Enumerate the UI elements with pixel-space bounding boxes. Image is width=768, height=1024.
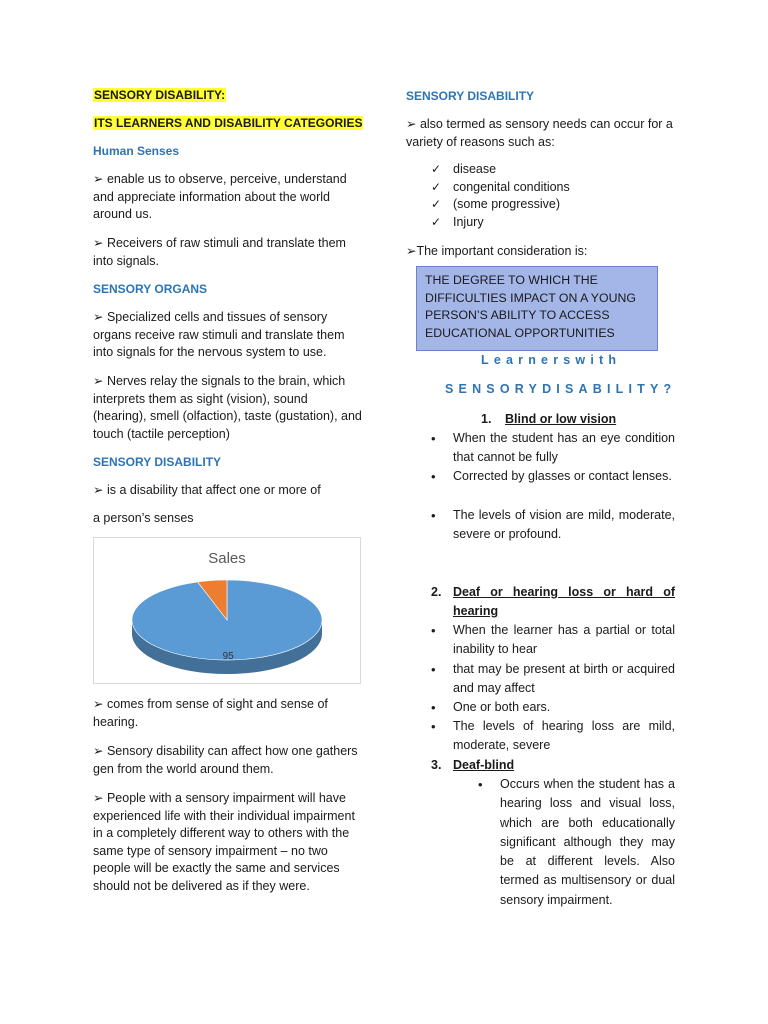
- check-icon: ✓: [431, 179, 442, 194]
- category-2-title: Deaf or hearing loss or hard of hearing: [453, 585, 675, 618]
- category-1-title: Blind or low vision: [505, 412, 617, 426]
- pie-chart-svg: [94, 538, 360, 683]
- checklist-item: ✓ (some progressive): [431, 196, 570, 214]
- checklist-item: ✓ congenital conditions: [431, 179, 570, 197]
- paragraph-sensory-disability-3: ➢ comes from sense of sight and sense of hearing.: [93, 697, 328, 729]
- category-2-bullet: • that may be present at birth or acquired and may affect: [431, 662, 675, 696]
- heading-sensory-disability-left: SENSORY DISABILITY: [93, 455, 222, 469]
- check-icon: ✓: [431, 197, 442, 211]
- paragraph-reasons: ➢ also termed as sensory needs can occur for a variety of reasons such as:: [406, 117, 673, 149]
- category-1-bullet: • The levels of vision are mild, moderate, severe or profound.: [431, 508, 675, 542]
- chart-title: Sales: [208, 550, 246, 567]
- category-2-bullet: • When the learner has a partial or total inability to hear: [431, 623, 675, 657]
- checklist-item: ✓ disease: [431, 161, 570, 179]
- bullet-icon: •: [431, 662, 436, 677]
- paragraph-sensory-organs-1: ➢ Specialized cells and tissues of sensory organs receive raw stimuli and translate them into signals for the nervous system to use.: [93, 310, 345, 359]
- bullet-icon: •: [431, 700, 436, 715]
- learners-heading-line1: Learnerswith: [481, 353, 622, 367]
- category-3-bullet: • Occurs when the student has a hearing loss and visual loss, which are both educationally significant although they may be at different levels. Also termed as multisensory or dual sensory impairment.: [478, 777, 675, 907]
- checklist-item: ✓ Injury: [431, 214, 570, 232]
- consideration-callout-box: THE DEGREE TO WHICH THE DIFFICULTIES IMPACT ON A YOUNG PERSON’S ABILITY TO ACCESS EDUCATIONAL OPPORTUNITIES: [416, 266, 658, 351]
- paragraph-human-senses-2: ➢ Receivers of raw stimuli and translate them into signals.: [93, 236, 346, 268]
- paragraph-important-consideration: ➢The important consideration is:: [406, 244, 588, 258]
- pie-data-label: 95: [222, 651, 234, 662]
- bullet-icon: •: [478, 777, 483, 792]
- category-2-bullet: • The levels of hearing loss are mild, moderate, severe: [431, 719, 675, 753]
- paragraph-sensory-disability-4: ➢ Sensory disability can affect how one gathers gen from the world around them.: [93, 744, 358, 776]
- category-3-title: Deaf-blind: [453, 758, 515, 772]
- title-learners-categories: ITS LEARNERS AND DISABILITY CATEGORIES: [94, 116, 363, 130]
- heading-sensory-organs: SENSORY ORGANS: [93, 282, 208, 296]
- heading-human-senses: Human Senses: [93, 144, 180, 158]
- title-sensory-disability: SENSORY DISABILITY:: [94, 88, 226, 102]
- paragraph-sensory-organs-2: ➢ Nerves relay the signals to the brain, which interprets them as sight (vision), sound (hearing), smell (olfaction), taste (gustation), and touch (tactile perception): [93, 374, 362, 441]
- bullet-icon: •: [431, 431, 436, 446]
- bullet-icon: •: [431, 623, 436, 638]
- sales-pie-chart: [93, 537, 361, 684]
- heading-sensory-disability-right: SENSORY DISABILITY: [406, 89, 535, 103]
- paragraph-human-senses-1: ➢ enable us to observe, perceive, understand and appreciate information about the world around us.: [93, 172, 347, 221]
- category-2-number: 2.: [431, 585, 442, 599]
- bullet-icon: •: [431, 508, 436, 523]
- category-3-number: 3.: [431, 758, 442, 772]
- check-icon: ✓: [431, 162, 442, 176]
- paragraph-sensory-disability-2: a person’s senses: [93, 511, 194, 525]
- paragraph-sensory-disability-5: ➢ People with a sensory impairment will have experienced life with their individual impairment in a completely different way to others with the same type of sensory impairment – no two people will be exactly the same and services should not be delivered as if they were.: [93, 791, 355, 893]
- bullet-icon: •: [431, 469, 436, 484]
- bullet-icon: •: [431, 719, 436, 734]
- learners-heading-line2: SENSORYDISABILITY?: [445, 382, 677, 396]
- reasons-checklist: [431, 161, 570, 231]
- check-icon: ✓: [431, 214, 442, 229]
- category-1-bullet: • When the student has an eye condition that cannot be fully: [431, 431, 675, 465]
- paragraph-sensory-disability-1: ➢ is a disability that affect one or more of: [93, 483, 321, 497]
- category-2-bullet: • One or both ears.: [453, 698, 675, 717]
- category-1-bullet: • Corrected by glasses or contact lenses.: [453, 467, 675, 486]
- category-1-number: 1.: [481, 412, 492, 426]
